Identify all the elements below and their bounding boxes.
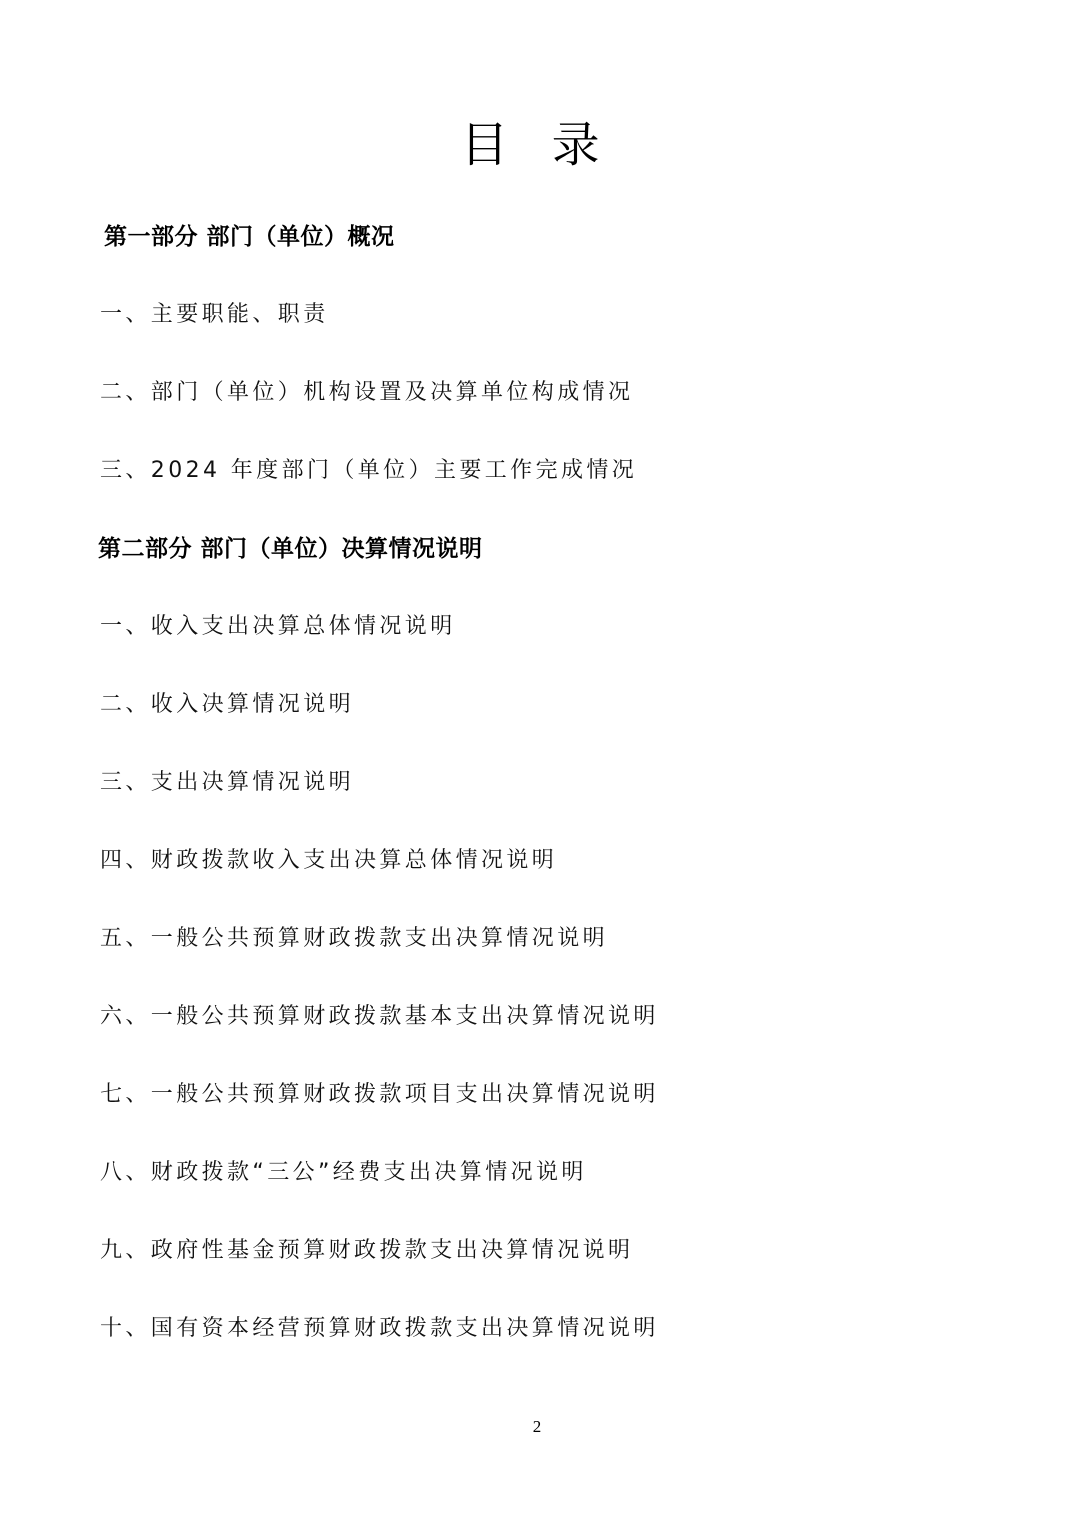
toc-item: 三、2024 年度部门（单位）主要工作完成情况 <box>100 458 638 483</box>
page-number: 2 <box>532 1417 542 1436</box>
toc-item: 二、部门（单位）机构设置及决算单位构成情况 <box>100 380 634 405</box>
toc-item: 八、财政拨款“三公”经费支出决算情况说明 <box>100 1160 587 1185</box>
toc-section-part1: 第一部分 部门（单位）概况 <box>104 224 395 250</box>
toc-item: 九、政府性基金预算财政拨款支出决算情况说明 <box>100 1238 634 1263</box>
toc-item: 五、一般公共预算财政拨款支出决算情况说明 <box>100 926 609 951</box>
toc-section-part2: 第二部分 部门（单位）决算情况说明 <box>98 536 483 562</box>
toc-item: 一、主要职能、职责 <box>100 302 329 327</box>
toc-item: 三、支出决算情况说明 <box>100 770 355 795</box>
toc-item: 四、财政拨款收入支出决算总体情况说明 <box>100 848 558 873</box>
toc-item: 二、收入决算情况说明 <box>100 692 355 717</box>
toc-item: 七、一般公共预算财政拨款项目支出决算情况说明 <box>100 1082 659 1107</box>
toc-item: 一、收入支出决算总体情况说明 <box>100 614 456 639</box>
toc-item: 十、国有资本经营预算财政拨款支出决算情况说明 <box>100 1316 659 1341</box>
toc-item: 六、一般公共预算财政拨款基本支出决算情况说明 <box>100 1004 659 1029</box>
page-title: 目 录 <box>460 117 614 173</box>
